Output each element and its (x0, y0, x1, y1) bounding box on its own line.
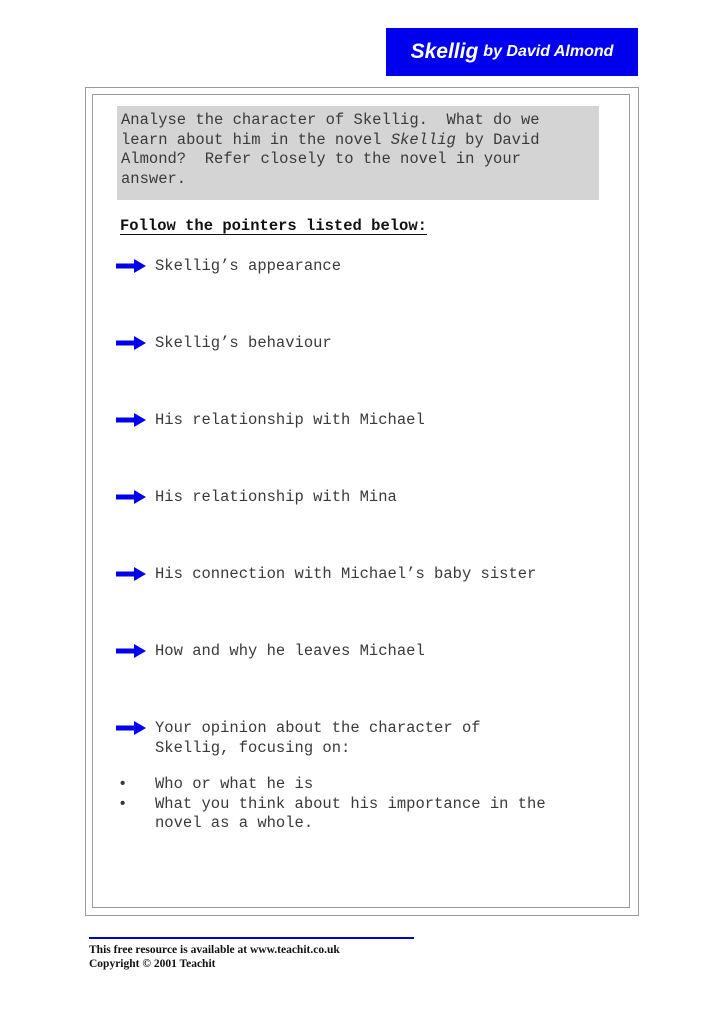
arrow-right-icon (116, 259, 146, 273)
document-title-banner (386, 28, 638, 76)
pointer-text-line: His relationship with Mina (155, 488, 397, 506)
pointers-heading: Follow the pointers listed below: (120, 217, 427, 235)
arrow-right-icon (116, 567, 146, 581)
title-text: Skellig (410, 40, 479, 63)
bullet-list (118, 775, 598, 834)
pointer-text (155, 411, 425, 431)
pointer-text (155, 488, 397, 508)
pointer-text-line: His relationship with Michael (155, 411, 425, 429)
bullet-text-line: novel as a whole. (155, 814, 314, 832)
pointer-item (116, 565, 596, 605)
novel-title-italic: Skellig (390, 130, 456, 149)
pointer-text (155, 334, 332, 354)
pointer-text-line: Skellig, focusing on: (155, 738, 351, 757)
question-line: Analyse the character of Skellig. What do we (121, 111, 540, 129)
pointer-item (116, 334, 596, 374)
footer-rule (89, 937, 414, 939)
bullet-text-line: What you think about his importance in the (155, 794, 546, 813)
pointer-item (116, 488, 596, 528)
pointer-item (116, 719, 596, 759)
pointer-text-line: How and why he leaves Michael (155, 642, 425, 660)
pointer-item (116, 642, 596, 682)
pointer-text-line: His connection with Michael’s baby sister (155, 565, 537, 583)
arrow-right-icon (116, 413, 146, 427)
pointer-text (155, 719, 481, 758)
question-box (117, 106, 599, 200)
pointer-text (155, 565, 536, 585)
question-line: learn about him in the novel Skellig by David (121, 130, 540, 149)
footer-resource-line: This free resource is available at www.teachit.co.uk (89, 944, 340, 956)
arrow-right-icon (116, 490, 146, 504)
pointer-item (116, 411, 596, 451)
arrow-right-icon (116, 336, 146, 350)
title-author: by David Almond (483, 43, 614, 60)
bullet-marker: • (118, 775, 128, 793)
bullet-item (118, 775, 598, 795)
bullet-item (118, 795, 598, 834)
pointer-text-line: Your opinion about the character of (155, 719, 481, 737)
bullet-marker: • (118, 794, 128, 813)
pointer-text-line: Skellig’s behaviour (155, 334, 332, 352)
pointer-text-line: Skellig’s appearance (155, 257, 342, 275)
pointer-text (155, 257, 341, 277)
question-line: Almond? Refer closely to the novel in your (121, 150, 521, 168)
footer-copyright-line: Copyright © 2001 Teachit (89, 958, 216, 970)
bullet-text-line: Who or what he is (155, 775, 314, 793)
pointer-text (155, 642, 425, 662)
arrow-right-icon (116, 644, 146, 658)
question-line: answer. (121, 169, 187, 188)
arrow-right-icon (116, 721, 146, 735)
footer (89, 943, 340, 971)
pointer-item (116, 257, 596, 297)
